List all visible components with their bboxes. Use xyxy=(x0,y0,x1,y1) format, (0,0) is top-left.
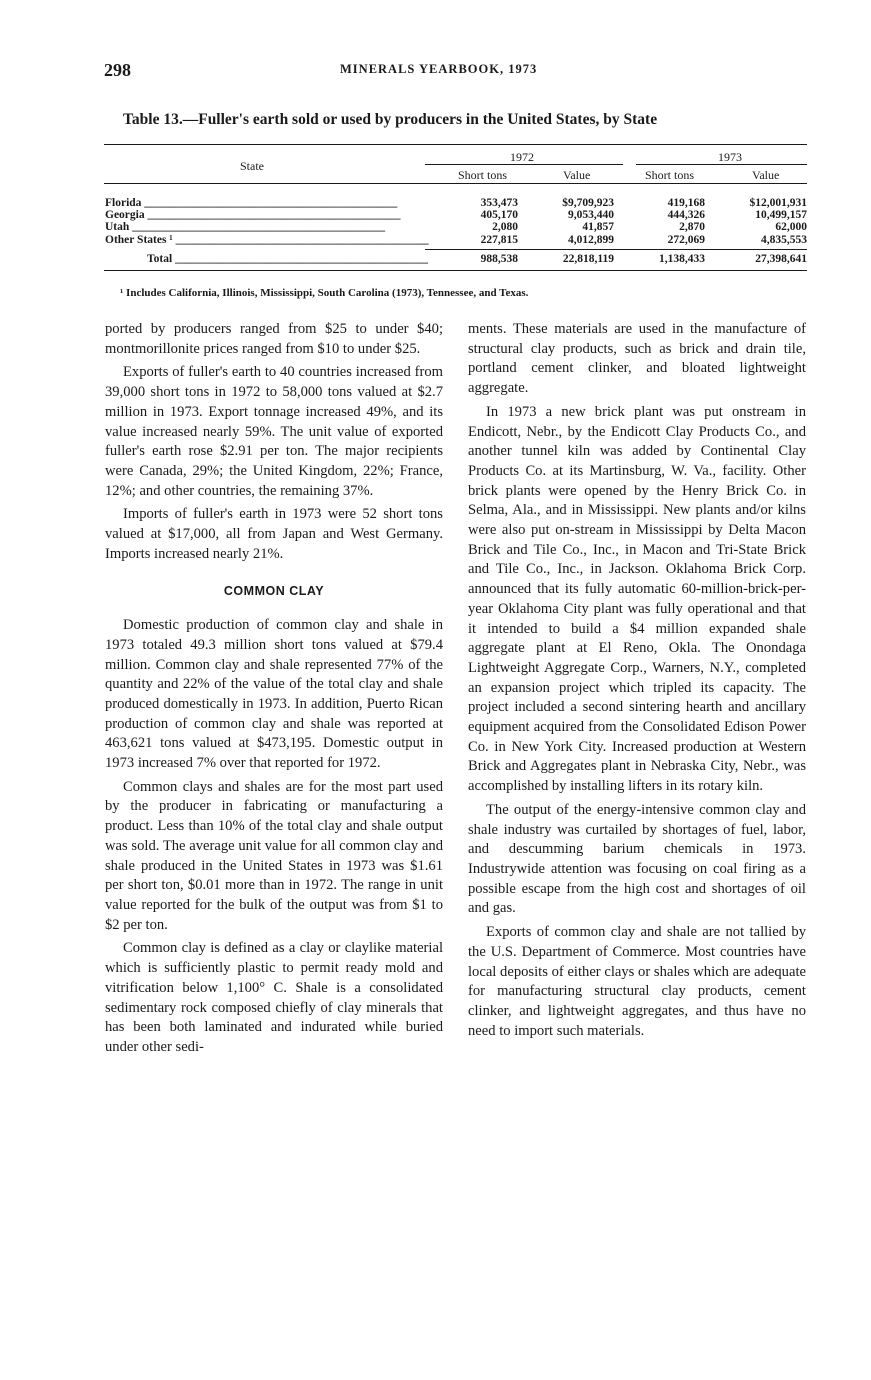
row-value-1973: 4,835,553 xyxy=(761,234,807,246)
row-state: Florida xyxy=(105,198,142,209)
value-1972-header: Value xyxy=(563,168,591,182)
row-value-1973: 10,499,157 xyxy=(755,209,807,221)
left-column xyxy=(105,320,443,1058)
row-short-tons-1972: 353,473 xyxy=(480,197,518,209)
total-short-tons-1973: 1,138,433 xyxy=(659,253,705,265)
row-state: Utah xyxy=(105,222,130,233)
table-bottom-rule xyxy=(104,270,807,271)
row-value-1972: 41,857 xyxy=(582,221,614,233)
total-short-tons-1972: 988,538 xyxy=(480,253,518,265)
paragraph: ments. These materials are used in the manufacture of structural clay products, such as brick and drain tile, portland cement clinker, and bloated lightweight aggregate. xyxy=(468,321,806,397)
paragraph: Imports of fuller's earth in 1973 were 52 short tons valued at $17,000, all from Japan and West Germany. Imports increased nearly 21%. xyxy=(105,506,443,562)
row-short-tons-1973: 272,069 xyxy=(667,234,705,246)
total-value-1972: 22,818,119 xyxy=(562,253,614,265)
table-header-rule xyxy=(104,183,807,184)
row-short-tons-1972: 2,080 xyxy=(492,221,518,233)
row-value-1972: $9,709,923 xyxy=(562,197,614,209)
row-state: Georgia xyxy=(105,210,145,221)
paragraph: Exports of fuller's earth to 40 countries increased from 39,000 short tons in 1972 to 58,000 tons valued at $2.7 million in 1973. Export tonnage increased 49%, and its value increased nearly 59%. The unit value of exported fuller's earth rose $2.91 per ton. The major recipients were Canada, 29%; the United Kingdom, 22%; France, 12%; and other countries, the remaining 37%. xyxy=(105,364,443,499)
paragraph: The output of the energy-intensive common clay and shale industry was curtailed by shortages of fuel, labor, and descumming barium chemicals in 1973. Industrywide attention was focusing on coal firing as a possible escape from the high cost and shortages of oil and gas. xyxy=(468,801,806,917)
state-column-header: State xyxy=(240,159,264,173)
value-1973-header: Value xyxy=(752,168,780,182)
right-column xyxy=(468,320,806,1041)
year-1972-header: 1972 xyxy=(510,150,534,164)
row-short-tons-1972: 227,815 xyxy=(480,234,518,246)
row-short-tons-1973: 2,870 xyxy=(679,221,705,233)
row-value-1973: $12,001,931 xyxy=(749,197,807,209)
row-value-1973: 62,000 xyxy=(775,221,807,233)
row-state: Other States ¹ xyxy=(105,235,173,246)
paragraph: ported by producers ranged from $25 to under $40; montmorillonite prices ranged from $10 to under $25. xyxy=(105,321,443,357)
row-value-1972: 4,012,899 xyxy=(568,234,614,246)
short-tons-1973-header: Short tons xyxy=(645,168,695,182)
section-heading: COMMON CLAY xyxy=(223,584,325,599)
page-number: 298 xyxy=(104,60,131,80)
paragraph: Exports of common clay and shale are not tallied by the U.S. Department of Commerce. Most countries have local deposits of either clays or shales which are adequate for manufacturing structural clay products, cement clinker, and lightweight aggregates, and thus have no need to import such materials. xyxy=(468,924,806,1039)
table-footnote: ¹ Includes California, Illinois, Mississippi, South Carolina (1973), Tennessee, and Texas. xyxy=(120,287,529,299)
row-short-tons-1973: 444,326 xyxy=(667,209,705,221)
table-title: Table 13.—Fuller's earth sold or used by producers in the United States, by State xyxy=(123,111,658,128)
paragraph: Common clays and shales are for the most part used by the producer in fabricating or manufacturing a product. Less than 10% of the total clay and shale output was sold. The average unit value for all common clay and shale produced in the United States in 1973 was $1.61 per short ton, $0.01 more than in 1972. The range in unit value reported for the bulk of the output was from $1 to $2 per ton. xyxy=(105,778,443,933)
paragraph: Common clay is defined as a clay or claylike material which is sufficiently plastic to permit ready mold and vitrification below 1,100° C. Shale is a consolidated sedimentary rock composed chiefly of clay minerals that has been both laminated and indurated while buried under other sedi- xyxy=(105,940,443,1055)
row-short-tons-1973: 419,168 xyxy=(667,197,705,209)
total-value-1973: 27,398,641 xyxy=(755,253,807,265)
total-label: Total xyxy=(147,254,173,265)
table-top-rule xyxy=(104,144,807,145)
year-1973-header: 1973 xyxy=(718,150,742,164)
paragraph: Domestic production of common clay and shale in 1973 totaled 49.3 million short tons valued at $79.4 million. Common clay and shale represented 77% of the quantity and 22% of the value of the total clay and shale produced domestically in 1973. In addition, Puerto Rican production of common clay and shale was reported at 463,621 tons valued at $473,195. Domestic output in 1973 increased 7% over that reported for 1972. xyxy=(105,617,443,772)
table-total-rule xyxy=(425,249,807,250)
row-value-1972: 9,053,440 xyxy=(568,209,614,221)
paragraph: In 1973 a new brick plant was put onstream in Endicott, Nebr., by the Endicott Clay Products Co., and another tunnel kiln was added by Continental Clay Products Co. at its Martinsburg, W. Va., facility. Other brick plants were opened by the Henry Brick Co. in Selma, Ala., and in Mississippi. New plants and/or kilns were also put on-stream in Mississippi by Delta Macon Brick and Tile Co., Inc., in Macon and Tri-State Brick and Tile Co., Inc., in Jackson. Oklahoma Brick Corp. announced that its fully automatic 60-million-brick-per-year Oklahoma City plant was fully operational and that it intended to build a $4 million expanded shale aggregate plant at El Reno, Okla. The Onondaga Lightweight Aggregate Corp., Warners, N.Y., completed an expansion project which tripled its capacity. The project included a second sintering hearth and ancillary equipment acquired from the Consolidated Edison Power Co. in New York City. Increased production at Western Brick and Aggregates plant in Nebraska City, Nebr., was accomplished by installing lifters in its rotary kiln. xyxy=(468,403,806,795)
row-short-tons-1972: 405,170 xyxy=(480,209,518,221)
running-title: MINERALS YEARBOOK, 1973 xyxy=(340,62,538,76)
short-tons-1972-header: Short tons xyxy=(458,168,508,182)
